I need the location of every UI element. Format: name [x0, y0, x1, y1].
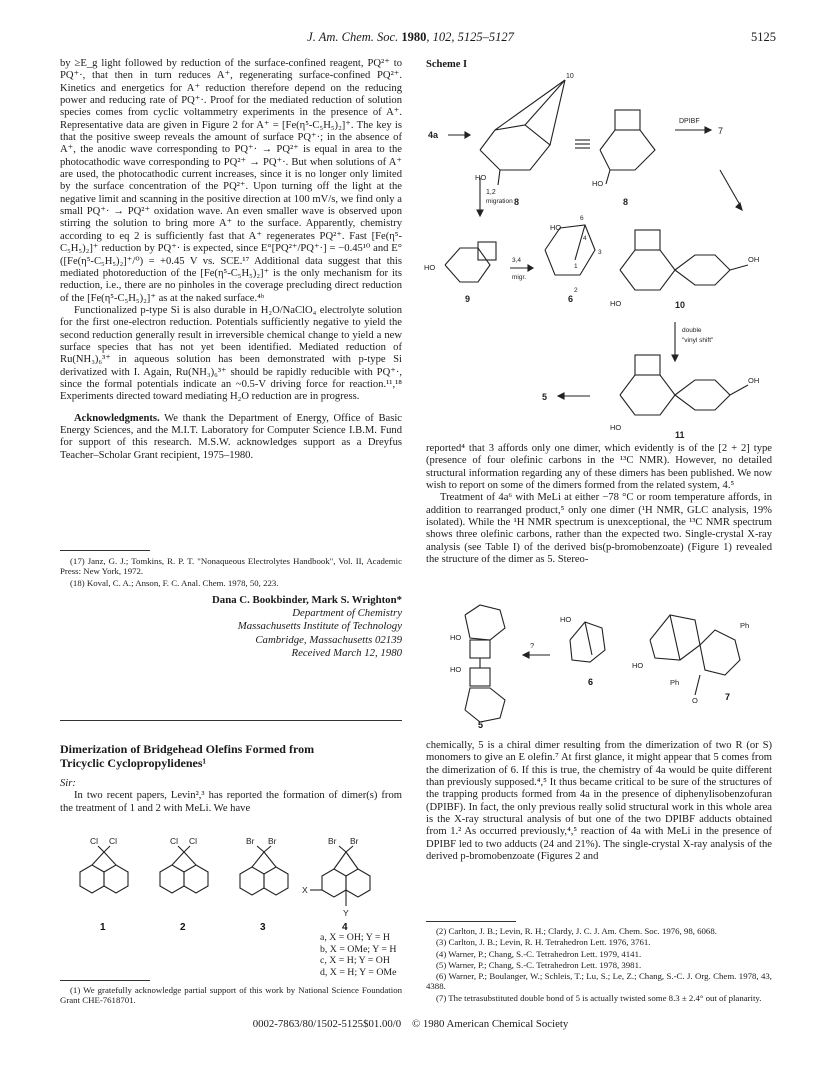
svg-text:3,4: 3,4 — [512, 257, 522, 264]
svg-text:6: 6 — [580, 215, 584, 222]
footnote: (7) The tetrasubstituted double bond of 5 is actually twisted some 8.3 ± 2.4° out of planarity. — [436, 992, 762, 1003]
page-footer: 0002-7863/80/1502-5125$01.00/0 © 1980 American Chemical Society — [252, 1018, 569, 1030]
svg-text:2: 2 — [574, 287, 578, 294]
footnote: (3) Carlton, J. B.; Levin, R. H. Tetrahedron Lett. 1976, 3761. — [436, 937, 651, 948]
svg-text:OH: OH — [748, 376, 760, 385]
page-number: 5125 — [751, 30, 776, 44]
svg-text:6: 6 — [588, 677, 594, 687]
svg-text:5: 5 — [542, 392, 548, 402]
article-separator — [60, 720, 402, 721]
svg-text:4: 4 — [583, 235, 587, 242]
svg-text:Cl: Cl — [90, 836, 99, 846]
svg-text:HO: HO — [610, 423, 622, 432]
footnote: (2) Carlton, J. B.; Levin, R. H.; Clardy, J. C. J. Am. Chem. Soc. 1976, 98, 6068. — [436, 926, 717, 936]
left-footnotes — [60, 556, 402, 589]
svg-text:HO: HO — [550, 223, 562, 232]
paragraph: by ≥E_g light followed by reduction of the surface-confined reagent, PQ²⁺ to PQ⁺·, that then in turn reduces A⁺, regenerating surface-confined PQ²⁺. Kinetics and energetics for A⁺ reduction therefore depend on the reducing power and reducing rate of PQ⁺·. Proof for the mediated reduction of solution species comes from cyclic voltammetry experiments in the presence of A⁺. Representative data are given in Figure 2 for A⁺ = [Fe(η⁵-C₅H₅)₂]⁺. The key is that the positive sweep reveals the amount of surface PQ⁺·; in the absence of A⁺, the anodic wave corresponding to PQ⁺· → PQ²⁺ is equal in area to the photocathodic wave corresponding to PQ²⁺ → PQ⁺·. But when solutions of A⁺ are used, the photocathodic current increases, since it is no longer only limited by the surface concentration of the PQ²⁺. Upon turning off the light at the negative limit and scanning in the positive direction at 100 mV/s, we find only a small PQ⁺· → PQ²⁺ oxidation wave. An even smaller wave is observed upon stirring the solution to bring more A⁺ to the surface. Apparently, chemistry according to eq 2 is sufficiently fast that A⁺ regenerates PQ²⁺. Fast [Fe(η⁵-C₅H₅)₂]⁺ reduction by PQ⁺· is expected, since E°[PQ²⁺/PQ⁺·] = −0.45¹⁰ and E°([Fe(η⁵-C₅H₅)₂]⁺/⁰) = +0.45 V vs. SCE.¹⁷ Additional data suggest that this mediated photoreduction of the [Fe(η⁵-C₅H₅)₂]⁺ is the only mechanism for its reduction, i.e., there are no pinholes in the coverage precluding direct reduction of the [Fe(η⁵-C₅H₅)₂]⁺ as at the naked surface.⁴ᵇ — [60, 58, 402, 304]
svg-text:Br: Br — [328, 836, 337, 846]
svg-text:4a: 4a — [428, 130, 439, 140]
journal-citation: J. Am. Chem. Soc. 1980, 102, 5125–5127 — [307, 30, 514, 44]
svg-text:DPIBF: DPIBF — [679, 118, 700, 125]
compound-label: 1 — [100, 922, 106, 933]
svg-text:"vinyl shift": "vinyl shift" — [682, 337, 714, 344]
city: Cambridge, Massachusetts 02139 — [255, 633, 402, 646]
compound-label: 2 — [180, 922, 186, 933]
department: Department of Chemistry — [292, 607, 402, 620]
svg-text:Cl: Cl — [189, 836, 198, 846]
svg-text:HO: HO — [632, 661, 644, 670]
author-block — [60, 594, 402, 660]
svg-text:11: 11 — [675, 430, 685, 440]
right-footnotes — [426, 926, 772, 1004]
footnote: (5) Warner, P.; Chang, S.-C. Tetrahedron Lett. 1978, 3981. — [436, 959, 642, 970]
svg-text:HO: HO — [610, 299, 622, 308]
svg-text:migration: migration — [486, 198, 513, 205]
svg-text:HO: HO — [560, 615, 572, 624]
svg-text:1: 1 — [574, 263, 578, 270]
right-column-text — [426, 443, 772, 566]
svg-text:10: 10 — [675, 300, 686, 310]
compound-variant-list: a, X = OH; Y = H b, X = OMe; Y = H c, X = H; Y = OH d, X = H; Y = OMe — [320, 932, 397, 978]
svg-text:HO: HO — [450, 633, 462, 642]
footnote: (4) Warner, P.; Chang, S.-C. Tetrahedron Lett. 1979, 4141. — [436, 948, 642, 959]
paragraph: In two recent papers, Levin²,³ has reported the formation of dimer(s) from the treatment of 1 and 2 with MeLi. We have — [60, 790, 402, 814]
svg-text:Y: Y — [343, 908, 349, 918]
svg-text:8: 8 — [623, 197, 629, 207]
article-title: Dimerization of Bridgehead Olefins Formed from Tricyclic Cyclopropylidenes¹ — [60, 742, 315, 770]
right-column-text-2 — [426, 740, 772, 863]
running-header — [0, 10, 821, 44]
paragraph: reported⁴ that 3 affords only one dimer, which evidently is of the [2 + 2] type (presence of four olefinic carbons in the ¹³C NMR). However, no detailed structural information regarding any of these dimers has been published. We now wish to report on some of the dimers formed from the related system, 4.⁵ — [426, 443, 772, 492]
salutation: Sir: — [60, 778, 76, 789]
svg-text:Ph: Ph — [670, 678, 680, 687]
compound-label: 3 — [260, 922, 266, 933]
svg-text:O: O — [692, 696, 698, 705]
scheme-1-diagram — [420, 70, 770, 442]
acknowledgments: Acknowledgments. We thank the Department of Energy, Office of Basic Energy Sciences, and the M.I.T. Laboratory for Computer Science I.B.M. Fund for support of this research. M.S.W. acknowledges support as a Dreyfus Teacher–Scholar Grant recipient, 1975–1980. — [60, 412, 402, 461]
svg-text:9: 9 — [465, 294, 471, 304]
svg-text:8: 8 — [514, 197, 520, 207]
footnote-rule — [60, 980, 150, 981]
paragraph: Treatment of 4a⁶ with MeLi at either −78 °C or room temperature affords, in addition to rearranged product,⁵ only one dimer (¹H NMR, GLC analysis, 19% isolated). While the ¹H NMR spectrum is unexceptional, the ¹³C NMR spectrum shows three olefinic carbons, rather than the expected two. Single-crystal X-ray analysis (see Table I) of the derived bis(p-bromobenzoate) (Figure 1) revealed the structure of the dimer as 5. Stereo- — [426, 492, 772, 566]
svg-text:5: 5 — [478, 720, 484, 730]
left-column-top — [60, 58, 402, 462]
svg-text:HO: HO — [475, 173, 487, 182]
dimer-figure — [430, 600, 770, 730]
svg-text:Ph: Ph — [740, 621, 750, 630]
svg-text:HO: HO — [424, 263, 436, 272]
svg-text:double: double — [682, 327, 702, 334]
svg-text:6: 6 — [568, 294, 574, 304]
footnote: (18) Koval, C. A.; Anson, F. C. Anal. Chem. 1978, 50, 223. — [70, 577, 279, 588]
left-footnote-1 — [60, 985, 402, 1007]
svg-text:Br: Br — [268, 836, 277, 846]
article-start — [60, 742, 402, 815]
footnote: (6) Warner, P.; Boulanger, W.; Schleis, T.; Lu, S.; Le, Z.; Chang, S.-C. J. Org. Chem. 1978, 43, 4388. — [426, 971, 772, 992]
institution: Massachusetts Institute of Technology — [237, 620, 402, 633]
footnote: (1) We gratefully acknowledge partial support of this work by National Science Foundation Grant CHE-7618701. — [60, 985, 402, 1006]
svg-text:7: 7 — [718, 126, 724, 136]
svg-text:HO: HO — [592, 179, 604, 188]
svg-text:10: 10 — [566, 73, 574, 80]
svg-text:Br: Br — [246, 836, 255, 846]
scheme-label: Scheme I — [426, 59, 468, 70]
svg-text:OH: OH — [748, 255, 760, 264]
paragraph: Functionalized p-type Si is also durable in H₂O/NaClO₄ electrolyte solution for the first one-electron reduction. Potentials sufficiently negative to yield the second reduction generally result in irreversible chemical change to yield a new surface species that has not yet been identified. Mediated reduction of Ru(NH₃)₆³⁺ in aqueous solution has been demonstrated with p-type Si derivatized with I. Again, Ru(NH₃)₆³⁺ should be rapidly reducible with PQ⁺·, since the formal potentials indicate an ~0.5-V driving force for reaction.¹¹,¹⁸ Experiments directed toward mediating H₂O reduction are in progress. — [60, 304, 402, 403]
svg-text:HO: HO — [450, 665, 462, 674]
svg-text:Cl: Cl — [109, 836, 118, 846]
authors: Dana C. Bookbinder, Mark S. Wrighton* — [212, 594, 402, 606]
svg-text:?: ? — [530, 641, 535, 650]
svg-text:3: 3 — [598, 249, 602, 256]
svg-text:Br: Br — [350, 836, 359, 846]
svg-text:1,2: 1,2 — [486, 189, 496, 196]
compound-label: 4 — [342, 922, 348, 933]
footnote-rule — [60, 550, 150, 551]
svg-text:7: 7 — [725, 692, 731, 702]
footnote-rule — [426, 921, 516, 922]
svg-text:migr.: migr. — [512, 274, 527, 281]
svg-text:Cl: Cl — [170, 836, 179, 846]
paragraph: chemically, 5 is a chiral dimer resulting from the dimerization of two R (or S) monomers to give an E olefin.⁷ At first glance, it might appear that 5 comes from the dimerization of 6. If this is true, the chemistry of 4a would be quite different than previously supposed.⁴,⁵ It thus became critical to be sure of the structures of the trapping products formed from 4a in the presence of diphenylisobenzofuran (DPIBF). In fact, the only previous really solid structural work in this whole area is the X-ray structural analysis of but one of the two DPIBF adducts obtained from 1.² As occurred previously,⁴,⁵ reaction of 4a with MeLi in the presence of DPIBF led to two adducts (24 and 21%). The single-crystal X-ray analysis of the derived p-bromobenzoate (Figures 2 and — [426, 740, 772, 863]
svg-text:X: X — [302, 885, 308, 895]
received-date: Received March 12, 1980 — [291, 646, 402, 659]
footnote: (17) Janz, G. J.; Tomkins, R. P. T. "Nonaqueous Electrolytes Handbook", Vol. II, Academic Press: New York, 1972. — [60, 556, 402, 577]
